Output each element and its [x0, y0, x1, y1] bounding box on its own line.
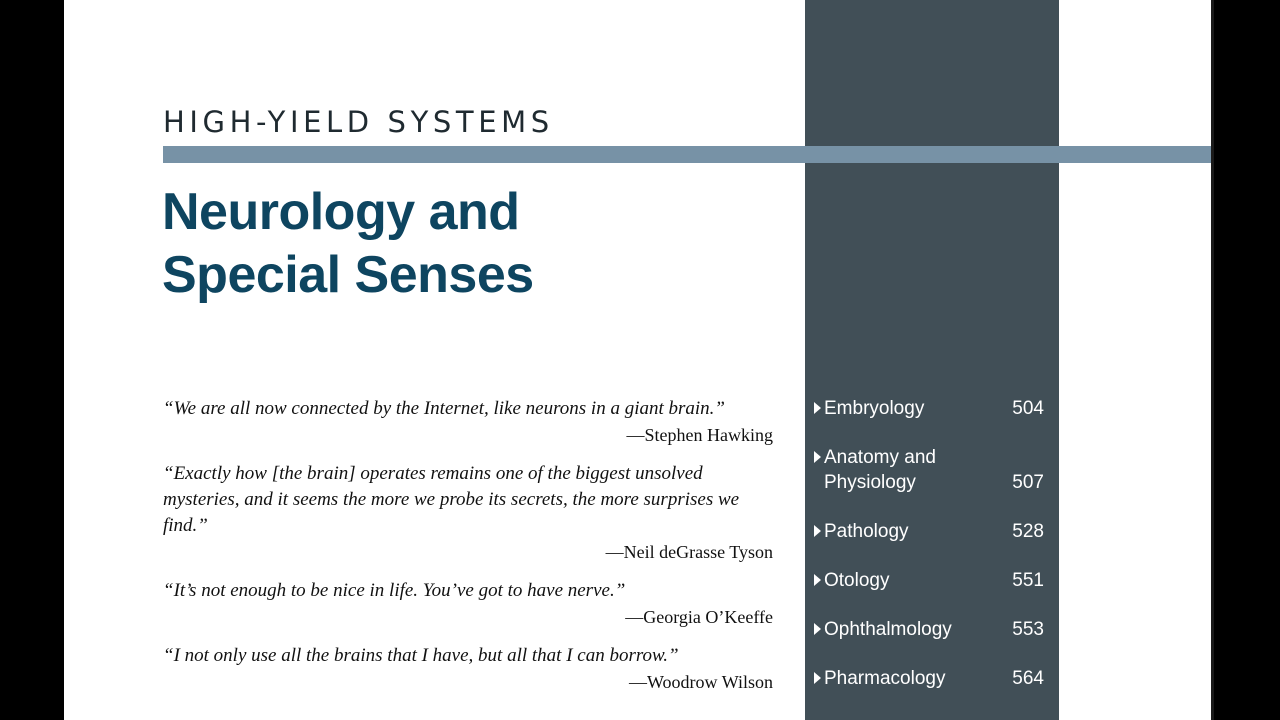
- epigraph-quotes: [163, 396, 773, 708]
- quote-block: [163, 578, 773, 630]
- quote-author: —Neil deGrasse Tyson: [605, 542, 773, 562]
- toc-item-label: Pharmacology: [824, 668, 946, 689]
- quote-author: —Stephen Hawking: [626, 425, 773, 445]
- toc-item-label: Otology: [824, 570, 890, 591]
- section-label: HIGH-YIELD SYSTEMS: [163, 105, 554, 139]
- toc-item-left: [814, 396, 924, 421]
- toc-item-left: [814, 617, 952, 642]
- toc-item-label-line-1: Anatomy and: [824, 447, 936, 468]
- toc-item-page: 553: [1012, 619, 1044, 640]
- toc-item-label-line-2: Physiology: [824, 472, 916, 493]
- toc-item-pharmacology[interactable]: [814, 666, 1044, 691]
- quote-block: [163, 461, 773, 565]
- quote-block: [163, 396, 773, 448]
- toc-item-label: Embryology: [824, 398, 925, 419]
- triangle-right-icon: [814, 451, 821, 463]
- toc-item-ophthalmology[interactable]: [814, 617, 1044, 642]
- quote-text: “Exactly how [the brain] operates remains one of the biggest unsolved mysteries, and it seems the more we probe its secrets, the more surprises we find.”: [163, 463, 740, 536]
- quote-text: “We are all now connected by the Internet, like neurons in a giant brain.”: [163, 398, 726, 419]
- toc-item-left: [814, 666, 945, 691]
- toc-item-page: 551: [1012, 570, 1044, 591]
- quote-block: [163, 643, 773, 695]
- quote-text: “It’s not enough to be nice in life. You’ve got to have nerve.”: [163, 580, 626, 601]
- toc-item-embryology[interactable]: [814, 396, 1044, 421]
- toc-item-left: [814, 445, 936, 495]
- toc-item-anatomy-physiology[interactable]: [814, 445, 1044, 495]
- chapter-title: [162, 181, 534, 307]
- triangle-right-icon: [814, 623, 821, 635]
- triangle-right-icon: [814, 672, 821, 684]
- quote-author: —Georgia O’Keeffe: [625, 607, 773, 627]
- toc-item-page: 507: [1012, 472, 1044, 493]
- toc-item-page: 564: [1012, 668, 1044, 689]
- toc-item-otology[interactable]: [814, 568, 1044, 593]
- triangle-right-icon: [814, 574, 821, 586]
- page-edge-shadow: [1211, 0, 1214, 720]
- toc-item-pathology[interactable]: [814, 519, 1044, 544]
- chapter-contents: [814, 396, 1044, 691]
- section-rule: [163, 146, 1211, 163]
- toc-item-label: [824, 445, 936, 495]
- chapter-title-line-1: Neurology and: [162, 183, 520, 241]
- chapter-title-line-2: Special Senses: [162, 246, 534, 304]
- document-page: [64, 0, 1211, 720]
- toc-item-left: [814, 568, 889, 593]
- quote-text: “I not only use all the brains that I have, but all that I can borrow.”: [163, 645, 679, 666]
- toc-item-label: Pathology: [824, 521, 909, 542]
- toc-item-label: Ophthalmology: [824, 619, 952, 640]
- toc-item-left: [814, 519, 909, 544]
- toc-item-page: 504: [1012, 398, 1044, 419]
- triangle-right-icon: [814, 525, 821, 537]
- quote-author: —Woodrow Wilson: [629, 672, 773, 692]
- toc-item-page: 528: [1012, 521, 1044, 542]
- triangle-right-icon: [814, 402, 821, 414]
